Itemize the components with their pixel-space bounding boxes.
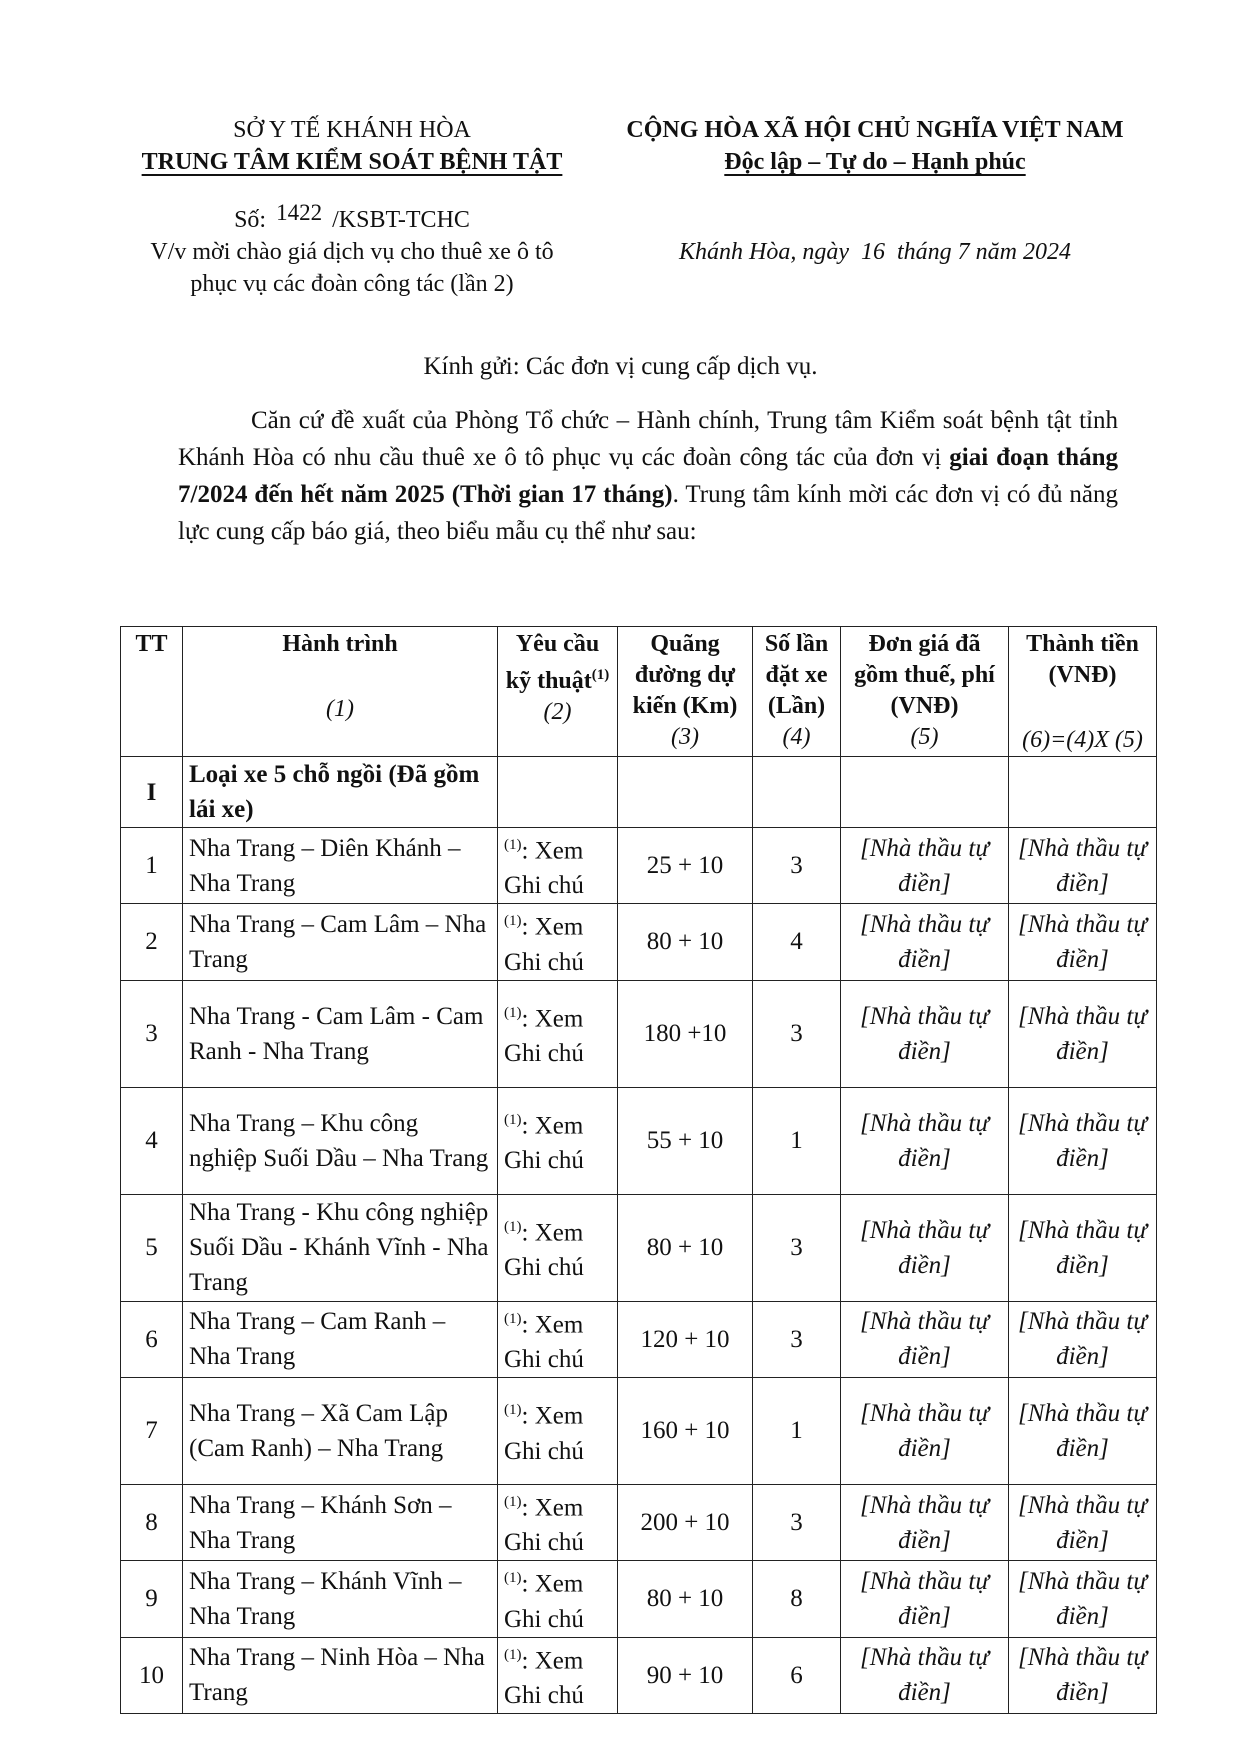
table-row (121, 1377, 1157, 1484)
row-tt: 2 (121, 904, 183, 980)
date-day: 16 (861, 239, 885, 265)
group-row (121, 757, 1157, 828)
date-prefix: Khánh Hòa, ngày (679, 239, 849, 265)
national-motto: Độc lập – Tự do – Hạnh phúc (724, 149, 1026, 175)
row-tt: 8 (121, 1484, 183, 1560)
subject-line-2: phục vụ các đoàn công tác (lần 2) (190, 271, 514, 297)
row-tech-note: $^{(1)}$: Xem Ghi chú (498, 980, 618, 1087)
row-distance: 120 + 10 (618, 1301, 753, 1377)
row-unit-price: [Nhà thầu tự điền] (841, 1561, 1009, 1637)
row-tech-note: $^{(1)}$: Xem Ghi chú (498, 1087, 618, 1194)
header-tt: TT (121, 627, 183, 757)
para-text-1: Căn cứ đề xuất của Phòng Tổ chức – Hành chính, Trung tâm Kiểm soát bệnh tật tỉnh Khánh Hòa có nhu cầu thuê xe ô tô phục vụ các đoàn công tác của đơn vị (178, 407, 1118, 471)
intro-paragraph (178, 402, 1118, 550)
row-times: 1 (753, 1377, 841, 1484)
row-total: [Nhà thầu tự điền] (1009, 1377, 1157, 1484)
row-unit-price: [Nhà thầu tự điền] (841, 1301, 1009, 1377)
doc-no-suffix: /KSBT-TCHC (332, 207, 470, 233)
row-tech-note: $^{(1)}$: Xem Ghi chú (498, 1561, 618, 1637)
table-row (121, 1637, 1157, 1713)
table-header-row (121, 627, 1157, 757)
row-times: 3 (753, 828, 841, 904)
row-route: Nha Trang – Cam Ranh – Nha Trang (183, 1301, 498, 1377)
row-total: [Nhà thầu tự điền] (1009, 980, 1157, 1087)
doc-no-label: Số: (234, 207, 267, 233)
header-left (112, 114, 592, 300)
table-body (121, 828, 1157, 1714)
row-total: [Nhà thầu tự điền] (1009, 1087, 1157, 1194)
row-tt: 9 (121, 1561, 183, 1637)
row-distance: 160 + 10 (618, 1377, 753, 1484)
table-row (121, 904, 1157, 980)
group-tt: I (121, 757, 183, 828)
row-tech-note: $^{(1)}$: Xem Ghi chú (498, 904, 618, 980)
row-distance: 80 + 10 (618, 1194, 753, 1301)
row-distance: 90 + 10 (618, 1637, 753, 1713)
country-name: CỘNG HÒA XÃ HỘI CHỦ NGHĨA VIỆT NAM (626, 117, 1124, 143)
row-times: 3 (753, 1194, 841, 1301)
row-times: 4 (753, 904, 841, 980)
row-distance: 55 + 10 (618, 1087, 753, 1194)
row-route: Nha Trang – Cam Lâm – Nha Trang (183, 904, 498, 980)
row-route: Nha Trang – Khánh Vĩnh – Nha Trang (183, 1561, 498, 1637)
table-row (121, 980, 1157, 1087)
row-times: 3 (753, 1301, 841, 1377)
row-distance: 80 + 10 (618, 904, 753, 980)
row-tech-note: $^{(1)}$: Xem Ghi chú (498, 1194, 618, 1301)
row-route: Nha Trang - Cam Lâm - Cam Ranh - Nha Trang (183, 980, 498, 1087)
row-tech-note: $^{(1)}$: Xem Ghi chú (498, 828, 618, 904)
row-total: [Nhà thầu tự điền] (1009, 904, 1157, 980)
row-route: Nha Trang – Xã Cam Lập (Cam Ranh) – Nha Trang (183, 1377, 498, 1484)
row-tt: 1 (121, 828, 183, 904)
agency-parent: SỞ Y TẾ KHÁNH HÒA (233, 117, 471, 143)
table-row (121, 828, 1157, 904)
doc-no-value: 1422 (276, 200, 323, 225)
quotation-table (120, 626, 1157, 1714)
row-times: 3 (753, 980, 841, 1087)
row-tech-note: $^{(1)}$: Xem Ghi chú (498, 1484, 618, 1560)
header-distance: Quãng đường dự kiến (Km) (3) (618, 627, 753, 757)
row-route: Nha Trang – Khánh Sơn – Nha Trang (183, 1484, 498, 1560)
row-tech-note: $^{(1)}$: Xem Ghi chú (498, 1377, 618, 1484)
row-tt: 7 (121, 1377, 183, 1484)
row-route: Nha Trang – Ninh Hòa – Nha Trang (183, 1637, 498, 1713)
row-route: Nha Trang – Diên Khánh – Nha Trang (183, 828, 498, 904)
row-tech-note: $^{(1)}$: Xem Ghi chú (498, 1301, 618, 1377)
header-unit-price: Đơn giá đã gồm thuế, phí (VNĐ) (5) (841, 627, 1009, 757)
table-row (121, 1484, 1157, 1560)
row-times: 6 (753, 1637, 841, 1713)
row-route: Nha Trang – Khu công nghiệp Suối Dầu – Nha Trang (183, 1087, 498, 1194)
para-bold-period: giai đoạn tháng 7/2024 đến hết năm 2025 (Thời gian 17 tháng) (178, 444, 1118, 508)
header-total: Thành tiền (VNĐ) (6)=(4)X (5) (1009, 627, 1157, 757)
row-times: 3 (753, 1484, 841, 1560)
subject-line-1: V/v mời chào giá dịch vụ cho thuê xe ô tô (150, 239, 554, 265)
row-unit-price: [Nhà thầu tự điền] (841, 1637, 1009, 1713)
header-times: Số lần đặt xe (Lần) (4) (753, 627, 841, 757)
document-number (112, 200, 592, 236)
row-total: [Nhà thầu tự điền] (1009, 1301, 1157, 1377)
group-label: Loại xe 5 chỗ ngồi (Đã gồm lái xe) (183, 757, 498, 828)
table-row (121, 1087, 1157, 1194)
document-date (605, 236, 1145, 268)
para-text-2: . Trung tâm kính mời các đơn vị có đủ năng lực cung cấp báo giá, theo biểu mẫu cụ thể như sau: (178, 481, 1119, 545)
row-times: 1 (753, 1087, 841, 1194)
row-unit-price: [Nhà thầu tự điền] (841, 1377, 1009, 1484)
row-distance: 80 + 10 (618, 1561, 753, 1637)
agency-name: TRUNG TÂM KIỂM SOÁT BỆNH TẬT (141, 149, 563, 175)
row-total: [Nhà thầu tự điền] (1009, 1561, 1157, 1637)
row-unit-price: [Nhà thầu tự điền] (841, 980, 1009, 1087)
row-times: 8 (753, 1561, 841, 1637)
row-unit-price: [Nhà thầu tự điền] (841, 1194, 1009, 1301)
row-unit-price: [Nhà thầu tự điền] (841, 1484, 1009, 1560)
row-total: [Nhà thầu tự điền] (1009, 828, 1157, 904)
header-tech-req: Yêu cầu kỹ thuật$^{(1)}$ (2) (498, 627, 618, 757)
table-row (121, 1561, 1157, 1637)
row-total: [Nhà thầu tự điền] (1009, 1637, 1157, 1713)
row-tt: 6 (121, 1301, 183, 1377)
date-suffix: tháng 7 năm 2024 (897, 239, 1071, 265)
table-row (121, 1194, 1157, 1301)
row-distance: 180 +10 (618, 980, 753, 1087)
row-tt: 5 (121, 1194, 183, 1301)
row-total: [Nhà thầu tự điền] (1009, 1484, 1157, 1560)
header-right (605, 114, 1145, 268)
row-unit-price: [Nhà thầu tự điền] (841, 904, 1009, 980)
row-route: Nha Trang - Khu công nghiệp Suối Dầu - Khánh Vĩnh - Nha Trang (183, 1194, 498, 1301)
header-route: Hành trình (1) (183, 627, 498, 757)
row-tt: 10 (121, 1637, 183, 1713)
table-row (121, 1301, 1157, 1377)
row-tt: 4 (121, 1087, 183, 1194)
row-tt: 3 (121, 980, 183, 1087)
row-tech-note: $^{(1)}$: Xem Ghi chú (498, 1637, 618, 1713)
greeting: Kính gửi: Các đơn vị cung cấp dịch vụ. (423, 353, 818, 380)
row-unit-price: [Nhà thầu tự điền] (841, 1087, 1009, 1194)
row-unit-price: [Nhà thầu tự điền] (841, 828, 1009, 904)
row-distance: 200 + 10 (618, 1484, 753, 1560)
row-total: [Nhà thầu tự điền] (1009, 1194, 1157, 1301)
row-distance: 25 + 10 (618, 828, 753, 904)
